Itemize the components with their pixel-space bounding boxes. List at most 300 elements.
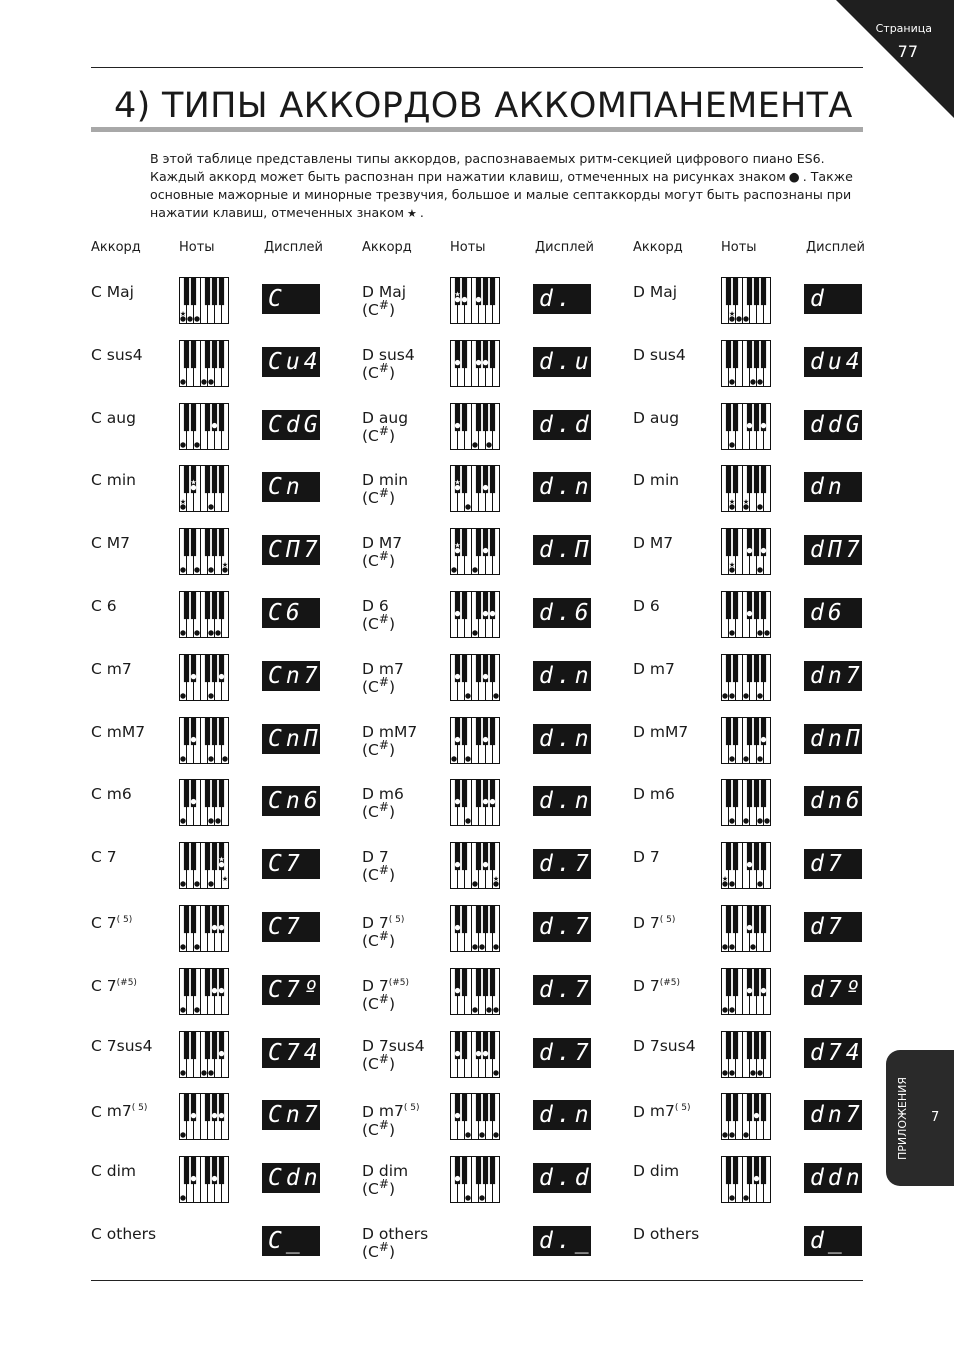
chord-enharmonic — [362, 423, 408, 446]
key-dot-icon — [486, 442, 491, 447]
display-readout: CП7 — [262, 535, 320, 565]
chord-superscript: (#5) — [116, 977, 137, 988]
key-dot-icon — [483, 485, 488, 490]
key-dot-icon — [747, 862, 752, 867]
black-key — [761, 1031, 766, 1059]
key-dot-icon — [747, 925, 752, 930]
black-key — [184, 906, 189, 934]
key-dot-icon — [191, 1176, 196, 1181]
black-key — [462, 403, 467, 431]
chord-type: 7 — [649, 914, 660, 933]
chord-type: 7 — [378, 976, 389, 995]
chord-root: C — [91, 408, 102, 427]
display-readout: CnП — [262, 724, 320, 754]
enharmonic-open: (C — [362, 866, 379, 885]
enharmonic-close: ) — [388, 932, 395, 951]
col-header-notes-2: Ноты — [450, 240, 486, 255]
chord-type: m7 — [106, 659, 132, 678]
key-dot-icon — [722, 1133, 727, 1138]
display-readout: Cdn — [262, 1163, 320, 1193]
black-key — [184, 1094, 189, 1122]
black-key — [219, 717, 224, 745]
key-dot-icon — [479, 944, 484, 949]
keyboard-diagram — [721, 277, 771, 325]
key-dot-icon — [191, 1113, 196, 1118]
black-key — [205, 340, 210, 368]
key-dot-icon — [483, 674, 488, 679]
key-dot-icon — [729, 1070, 734, 1075]
display-readout: d_ _ — [804, 1226, 862, 1256]
chord-name — [362, 723, 417, 760]
display-readout: d. — [533, 284, 591, 314]
chord-enharmonic — [362, 1117, 419, 1140]
col-header-chord-3: Аккорд — [633, 240, 683, 255]
key-dot-icon — [761, 548, 766, 553]
key-dot-icon — [722, 693, 727, 698]
black-key — [191, 340, 196, 368]
black-key — [476, 843, 481, 871]
black-key — [219, 529, 224, 557]
black-key — [726, 466, 731, 494]
key-dot-icon — [208, 881, 213, 886]
chord-root: D — [362, 283, 374, 301]
chord-name — [633, 660, 675, 678]
keyboard-diagram — [721, 842, 771, 890]
chord-name — [91, 409, 136, 427]
key-dot-icon — [757, 819, 762, 824]
section-tab-number: 7 — [931, 1110, 940, 1125]
key-dot-icon — [493, 944, 498, 949]
key-dot-icon — [180, 1133, 185, 1138]
black-key — [184, 278, 189, 306]
display-readout: dnП — [804, 724, 862, 754]
enharmonic-sharp: # — [378, 1117, 389, 1132]
black-key — [205, 529, 210, 557]
black-key — [219, 403, 224, 431]
display-readout: dn — [804, 472, 862, 502]
display-readout: d.n6 — [533, 786, 591, 816]
display-readout: C6 — [262, 598, 320, 628]
key-dot-icon — [180, 630, 185, 635]
black-key — [761, 1157, 766, 1185]
black-key — [219, 278, 224, 306]
chord-name — [362, 785, 404, 822]
black-key — [205, 968, 210, 996]
display-readout: d.6 — [533, 598, 591, 628]
keyboard-diagram — [450, 717, 500, 765]
chord-name — [362, 471, 408, 508]
black-key — [490, 1157, 495, 1185]
key-dot-icon — [465, 756, 470, 761]
chord-type: 7 — [649, 976, 660, 995]
chord-root: D — [633, 914, 645, 933]
keyboard-diagram — [179, 591, 229, 639]
enharmonic-open: (C — [362, 615, 379, 633]
keyboard-diagram — [721, 340, 771, 388]
chord-name — [91, 1037, 152, 1055]
black-key — [205, 780, 210, 808]
display-readout: d.u4 — [533, 347, 591, 377]
chord-name — [633, 283, 677, 301]
title-underline — [91, 127, 863, 132]
key-dot-icon — [219, 925, 224, 930]
key-dot-icon — [729, 379, 734, 384]
key-dot-icon — [743, 756, 748, 761]
chord-type: m7 — [106, 1102, 132, 1121]
chord-name — [633, 1099, 690, 1120]
key-dot-icon — [465, 1195, 470, 1200]
black-key — [726, 529, 731, 557]
black-key — [191, 529, 196, 557]
chord-enharmonic — [362, 486, 408, 508]
key-dot-icon — [754, 1113, 759, 1118]
chord-type: Maj — [106, 283, 134, 301]
black-key — [754, 780, 759, 808]
black-key — [483, 403, 488, 431]
chord-root: C — [91, 283, 102, 301]
black-key — [726, 340, 731, 368]
key-dot-icon — [191, 799, 196, 804]
key-dot-icon — [757, 630, 762, 635]
enharmonic-sharp: # — [378, 360, 389, 375]
key-dot-icon — [194, 1007, 199, 1012]
black-key — [476, 968, 481, 996]
chord-enharmonic — [362, 1051, 425, 1074]
chord-enharmonic — [362, 737, 417, 760]
key-dot-icon — [493, 1070, 498, 1075]
keyboard-diagram — [450, 403, 500, 451]
key-dot-icon — [451, 756, 456, 761]
chord-name — [91, 346, 143, 364]
keyboard-diagram — [179, 842, 229, 890]
black-key — [462, 592, 467, 620]
black-key — [184, 843, 189, 871]
black-key — [205, 403, 210, 431]
chord-enharmonic — [362, 360, 415, 383]
black-key — [205, 278, 210, 306]
enharmonic-open: (C — [362, 363, 379, 382]
key-dot-icon — [729, 1195, 734, 1200]
key-dot-icon — [750, 1070, 755, 1075]
black-key — [733, 278, 738, 306]
chord-type: others — [106, 1225, 157, 1243]
chord-superscript: (#5) — [659, 977, 681, 988]
keyboard-diagram — [179, 1156, 229, 1204]
key-dot-icon — [222, 756, 227, 761]
key-dot-icon — [757, 881, 762, 886]
display-readout: d.7 . — [533, 912, 591, 942]
enharmonic-sharp: # — [378, 1177, 389, 1192]
keyboard-diagram — [721, 465, 771, 513]
chord-name — [362, 346, 415, 383]
key-star-icon: ★ — [179, 498, 187, 507]
col-header-display-1: Дисплей — [264, 240, 324, 255]
display-readout: d.dn — [533, 1163, 591, 1193]
display-readout: Cn6 — [262, 786, 320, 816]
black-key — [205, 906, 210, 934]
key-dot-icon — [493, 693, 498, 698]
enharmonic-sharp: # — [378, 863, 389, 878]
chord-type: 6 — [649, 597, 660, 615]
keyboard-diagram — [450, 654, 500, 702]
col-header-chord-2: Аккорд — [362, 240, 412, 255]
keyboard-diagram — [179, 465, 229, 513]
key-dot-icon — [750, 944, 755, 949]
black-key — [733, 1157, 738, 1185]
key-dot-icon — [743, 316, 748, 321]
black-key — [733, 654, 738, 682]
chord-name — [633, 1162, 679, 1180]
black-key — [462, 968, 467, 996]
key-dot-icon — [455, 360, 460, 365]
chord-name — [362, 974, 409, 1014]
chord-superscript: ( 5) — [674, 1103, 691, 1114]
key-dot-icon — [212, 1176, 217, 1181]
chord-superscript: ( 5) — [388, 915, 405, 925]
chord-enharmonic — [362, 991, 409, 1014]
key-dot-icon — [483, 548, 488, 553]
enharmonic-open: (C — [362, 677, 379, 696]
keyboard-diagram — [450, 1031, 500, 1079]
key-dot-icon — [180, 756, 185, 761]
black-key — [754, 592, 759, 620]
chord-type: 7 — [378, 848, 389, 867]
black-key — [747, 278, 752, 306]
black-key — [476, 592, 481, 620]
black-key — [184, 403, 189, 431]
chord-root: D — [633, 848, 645, 867]
keyboard-diagram — [450, 905, 500, 953]
chord-root: D — [362, 534, 374, 553]
col-header-display-2: Дисплей — [535, 240, 595, 255]
key-dot-icon — [465, 819, 470, 824]
black-key — [212, 843, 217, 871]
key-dot-icon — [743, 819, 748, 824]
black-key — [184, 1031, 189, 1059]
key-dot-icon — [757, 567, 762, 572]
black-key — [219, 340, 224, 368]
star-symbol-icon: ★ — [407, 207, 417, 220]
black-key — [754, 529, 759, 557]
key-dot-icon — [451, 567, 456, 572]
black-key — [205, 1094, 210, 1122]
key-dot-icon — [219, 988, 224, 993]
intro-text-1: В этой таблице представлены типы аккордов, распознаваемых ритм-секцией цифрового пиано ES6. Каждый аккорд может быть распознан при нажатии клавиш, отмеченных на рисунках знаком — [150, 151, 825, 184]
chord-type: aug — [649, 408, 680, 427]
black-key — [726, 1094, 731, 1122]
key-dot-icon — [208, 567, 213, 572]
key-dot-icon — [219, 674, 224, 679]
black-key — [747, 466, 752, 494]
key-star-icon: ★ — [742, 498, 750, 507]
display-readout: d.nП — [533, 724, 591, 754]
key-dot-icon — [212, 925, 217, 930]
display-readout: d74 — [804, 1038, 862, 1068]
key-dot-icon — [486, 1007, 491, 1012]
key-dot-icon — [180, 881, 185, 886]
enharmonic-sharp: # — [378, 929, 389, 944]
display-readout: Cn7. — [262, 1100, 320, 1130]
black-key — [733, 403, 738, 431]
keyboard-diagram — [721, 528, 771, 576]
chord-root: D — [633, 345, 645, 364]
black-key — [747, 654, 752, 682]
key-dot-icon — [743, 1133, 748, 1138]
chord-root: D — [362, 1036, 374, 1055]
key-dot-icon — [729, 442, 734, 447]
enharmonic-close: ) — [388, 552, 395, 571]
black-key — [761, 278, 766, 306]
key-dot-icon — [180, 442, 185, 447]
chord-enharmonic — [362, 863, 395, 885]
chord-name — [362, 1099, 419, 1139]
display-readout: d._ _ — [533, 1226, 591, 1256]
key-star-icon: ★ — [492, 875, 500, 884]
keyboard-diagram — [721, 905, 771, 953]
key-dot-icon — [476, 297, 481, 302]
chord-name — [91, 911, 132, 932]
black-key — [761, 654, 766, 682]
black-key — [205, 466, 210, 494]
black-key — [733, 780, 738, 808]
black-key — [191, 906, 196, 934]
chord-root: D — [362, 914, 374, 933]
display-readout: Cu4 — [262, 347, 320, 377]
display-readout: dn6 — [804, 786, 862, 816]
chord-type: M7 — [378, 534, 403, 553]
enharmonic-sharp: # — [378, 298, 389, 312]
keyboard-diagram — [721, 717, 771, 765]
display-readout: C_ _ — [262, 1226, 320, 1256]
chord-root: D — [362, 1162, 374, 1181]
chord-name — [633, 911, 675, 932]
black-key — [212, 654, 217, 682]
keyboard-diagram — [450, 528, 500, 576]
black-key — [733, 466, 738, 494]
key-dot-icon — [761, 736, 766, 741]
key-dot-icon — [194, 567, 199, 572]
chord-root: D — [362, 659, 374, 678]
keyboard-diagram — [179, 277, 229, 325]
black-key — [483, 968, 488, 996]
chord-root: C — [91, 659, 102, 678]
key-dot-icon — [729, 693, 734, 698]
chord-name — [633, 848, 660, 866]
black-key — [462, 654, 467, 682]
display-readout: dn7 — [804, 661, 862, 691]
key-dot-icon — [455, 799, 460, 804]
black-key — [726, 780, 731, 808]
key-dot-icon — [472, 944, 477, 949]
chord-root: C — [91, 1102, 102, 1121]
chord-type: dim — [649, 1162, 680, 1181]
key-dot-icon — [191, 674, 196, 679]
chord-root: D — [633, 597, 645, 615]
black-key — [476, 906, 481, 934]
chord-type: M7 — [649, 534, 674, 553]
display-readout: d.n7 — [533, 661, 591, 691]
black-key — [726, 654, 731, 682]
enharmonic-open: (C — [362, 994, 379, 1013]
black-key — [726, 592, 731, 620]
black-key — [191, 278, 196, 306]
black-key — [184, 780, 189, 808]
enharmonic-close: ) — [388, 1054, 395, 1073]
keyboard-diagram — [721, 1156, 771, 1204]
display-readout: d7 . — [804, 912, 862, 942]
black-key — [212, 529, 217, 557]
keyboard-diagram — [721, 403, 771, 451]
black-key — [212, 592, 217, 620]
chord-type: aug — [378, 408, 409, 427]
chord-superscript: ( 5) — [659, 915, 676, 925]
chord-type: others — [378, 1225, 429, 1243]
chord-root: D — [362, 471, 374, 490]
enharmonic-close: ) — [388, 1120, 395, 1139]
black-key — [476, 529, 481, 557]
key-dot-icon — [180, 567, 185, 572]
chord-type: m7 — [649, 659, 675, 678]
key-star-icon: ★ — [190, 478, 197, 487]
key-dot-icon — [747, 548, 752, 553]
key-dot-icon — [729, 944, 734, 949]
key-dot-icon — [180, 379, 185, 384]
chord-root: C — [91, 1036, 102, 1055]
key-dot-icon — [180, 944, 185, 949]
black-key — [754, 654, 759, 682]
keyboard-diagram — [179, 654, 229, 702]
key-dot-icon — [729, 819, 734, 824]
black-key — [490, 843, 495, 871]
key-dot-icon — [194, 944, 199, 949]
chord-name — [362, 1162, 408, 1199]
chord-root: C — [91, 785, 102, 804]
chord-name — [91, 1225, 156, 1243]
key-dot-icon — [180, 1195, 185, 1200]
black-key — [476, 717, 481, 745]
enharmonic-open: (C — [362, 426, 379, 445]
key-dot-icon — [455, 736, 460, 741]
chord-enharmonic — [362, 549, 402, 571]
chord-type: dim — [378, 1162, 409, 1181]
chord-superscript: ( 5) — [116, 915, 133, 925]
enharmonic-open: (C — [362, 740, 379, 759]
key-dot-icon — [747, 611, 752, 616]
chord-type: others — [649, 1225, 700, 1243]
chord-enharmonic — [362, 612, 395, 634]
chord-root: D — [633, 1162, 645, 1181]
chord-type: m6 — [649, 785, 675, 804]
black-key — [219, 592, 224, 620]
black-key — [219, 1157, 224, 1185]
key-dot-icon — [215, 819, 220, 824]
key-dot-icon — [479, 1195, 484, 1200]
keyboard-diagram — [179, 717, 229, 765]
chord-name — [633, 534, 673, 552]
circle-symbol-icon: ● — [788, 169, 800, 184]
enharmonic-open: (C — [362, 489, 379, 508]
enharmonic-close: ) — [388, 615, 395, 633]
key-dot-icon — [465, 505, 470, 510]
black-key — [726, 968, 731, 996]
display-readout: C7 . — [262, 912, 320, 942]
black-key — [726, 403, 731, 431]
black-key — [462, 1157, 467, 1185]
black-key — [205, 654, 210, 682]
enharmonic-close: ) — [388, 740, 395, 759]
chord-root: C — [91, 471, 102, 490]
display-readout: C74 — [262, 1038, 320, 1068]
